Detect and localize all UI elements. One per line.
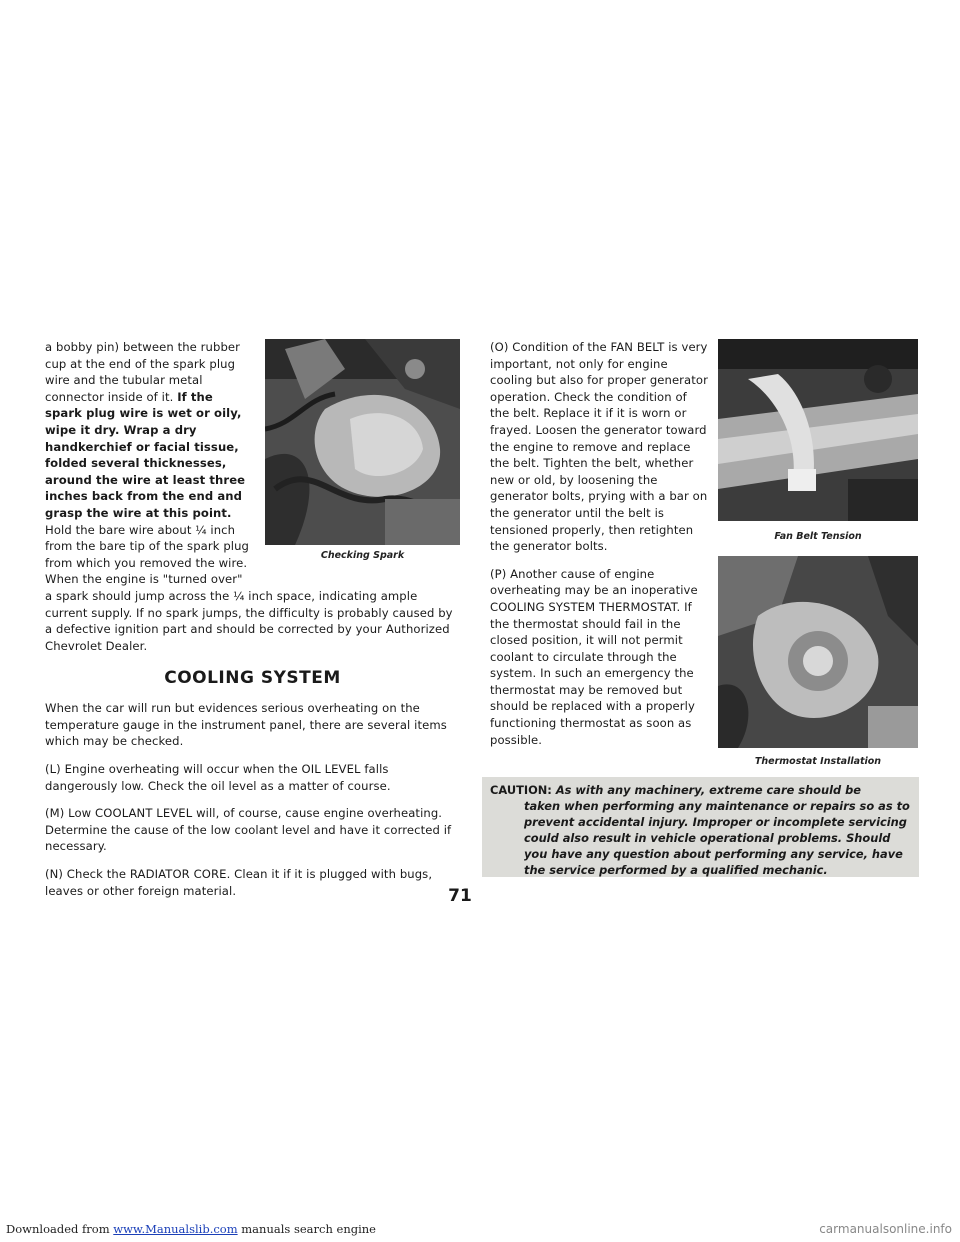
left-column (45, 339, 460, 899)
checking-spark-figure (265, 339, 460, 566)
fan-belt-caption: Fan Belt Tension (774, 531, 862, 542)
footer (0, 1222, 960, 1242)
page-number: 71 (448, 886, 472, 906)
caution-box (482, 777, 919, 877)
thermostat-caption: Thermostat Installation (754, 756, 882, 767)
spark-paragraph: a bobby pin) between the rubber cup at the end of the spark plug wire and the tubular metal connector inside of it. If the spark plug wire is wet or oily, wipe it dry. Wrap a dry handkerchief or facial tissue, folded several thicknesses, around the wire at least three inches back from the end and grasp the wire at this point. Hold the bare wire about ¼ inch from the bare tip of the spark plug from which you removed the wire. When the engine is "turned over" a spark should jump across the ¼ inch space, indicating ample current supply. If no spark jumps, the difficulty is probably caused by a defective ignition part and should be corrected by your Authorized Chevrolet Dealer. (45, 340, 453, 653)
fan-belt-photo (718, 339, 918, 521)
caution-line1: As with any machinery, extreme care should be (555, 783, 862, 797)
caution-label: CAUTION: (490, 783, 552, 797)
item-m: (M) Low COOLANT LEVEL will, of course, cause engine overheating. Determine the cause of the low coolant level and have it corrected if necessary. (45, 806, 452, 854)
footer-text: Downloaded from www.Manualslib.com manuals search engine (6, 1222, 376, 1236)
right-column (490, 339, 708, 748)
item-n: (N) Check the RADIATOR CORE. Clean it if it is plugged with bugs, leaves or other foreign material. (45, 867, 433, 898)
thermostat-photo (718, 556, 918, 748)
caution-body: taken when performing any maintenance or repairs so as to prevent accidental injury. Improper or incomplete servicing could also result in vehicle operational problems. Should you have any question about performing any service, have the service performed by a qualified mechanic. (524, 799, 910, 877)
watermark-text: carmanualsonline.info (819, 1222, 952, 1236)
checking-spark-photo (265, 339, 460, 545)
item-p: (P) Another cause of engine overheating may be an inoperative COOLING SYSTEM THERMOSTAT. If the thermostat should fail in the closed position, it will not permit coolant to circulate through the system. In such an emergency the thermostat may be removed but should be replaced with a properly functioning thermostat as soon as possible. (490, 566, 698, 747)
manualslib-link[interactable]: www.Manualslib.com (113, 1222, 238, 1236)
section-title: COOLING SYSTEM (164, 668, 341, 689)
item-o: (O) Condition of the FAN BELT is very important, not only for engine cooling but also for proper generator operation. Check the condition of the belt. Replace it if it is worn or frayed. Loosen the generator toward the engine to remove and replace the belt. Tighten the belt, whether new or old, by loosening the generator bolts, prying with a bar on the generator until the belt is tensioned properly, then retighten the generator bolts. (490, 340, 708, 554)
cooling-intro: When the car will run but evidences serious overheating on the temperature gauge in the instrument panel, there are several items which may be checked. (45, 701, 447, 749)
item-l: (L) Engine overheating will occur when the OIL LEVEL falls dangerously low. Check the oil level as a matter of course. (45, 762, 391, 793)
checking-spark-caption: Checking Spark (320, 550, 405, 561)
